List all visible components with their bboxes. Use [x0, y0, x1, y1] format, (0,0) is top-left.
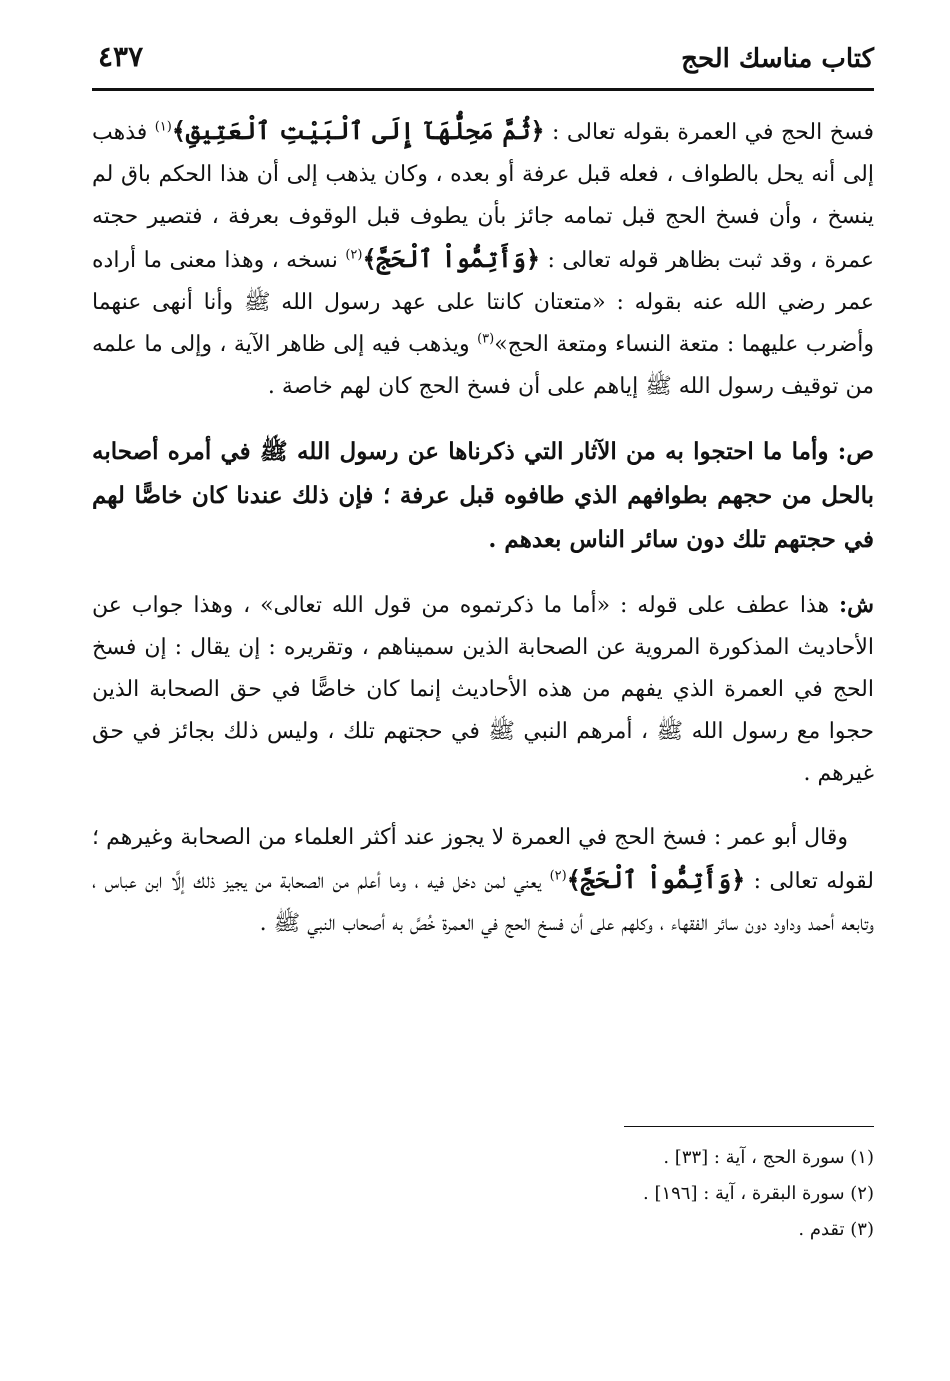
paragraph-1-text-a: فسخ الحج في العمرة بقوله تعالى : [544, 120, 874, 145]
footnote-ref: (٢) [549, 868, 567, 884]
paragraph-4-text-a: وقال أبو عمر : فسخ الحج في العمرة لا يجوز عند أكثر العلماء من الصحابة وغيرهم ؛ لقوله تعالى : [92, 825, 874, 894]
page-body [92, 110, 874, 945]
footnote-3: (٣) تقدم . [798, 1219, 874, 1240]
paragraph-1-text-c: نسخه ، وهذا معنى ما أراده عمر رضي الله عنه بقوله : «متعتان كانتا على عهد رسول الله ﷺ وأنا أنهى عنهما وأضرب عليهما : متعة النساء ومتعة الحج» [92, 248, 875, 357]
footnote-ref: (١) [154, 119, 172, 135]
sharh-marker: ش: [839, 592, 874, 618]
matn-text: وأما ما احتجوا به من الآثار التي ذكرناها عن رسول الله ﷺ في أمره أصحابه بالحل من حجهم بطوافهم الذي طافوه قبل عرفة ؛ فإن ذلك عندنا كان خاصًّا لهم في حجتهم تلك دون سائر الناس بعدهم . [92, 438, 874, 553]
running-head [92, 36, 874, 86]
book-page [92, 36, 875, 1240]
paragraph-1-text-b: فذهب إلى أنه يحل بالطواف ، فعله قبل عرفة أو بعده ، وكان يذهب إلى أن هذا الحكم باق لم ينسخ ، وأن فسخ الحج قبل تمامه جائز بأن يطوف قبل الوقوف بعرفة ، فتصير حجته عمرة ، وقد ثبت بظاهر قوله تعالى : [92, 120, 875, 273]
quran-verse: ﴿وَأَتِمُّواْ ٱلْحَجَّ﴾ [566, 865, 746, 894]
footnote-2: (٢) سورة البقرة ، آية : [١٩٦] . [643, 1183, 874, 1204]
quran-verse: ﴿ثُمَّ مَحِلُّهَآ إِلَى ٱلْبَيْتِ ٱلْعَتِيقِ﴾ [171, 116, 545, 145]
footnote-separator [624, 1126, 874, 1127]
footnote-1: (١) سورة الحج ، آية : [٣٣] . [663, 1147, 874, 1168]
paragraph-1 [92, 110, 874, 408]
paragraph-sharh [92, 584, 874, 795]
paragraph-1-text-d: ويذهب فيه إلى ظاهر الآية ، وإلى ما علمه من توقيف رسول الله ﷺ إياهم على أن فسخ الحج كان لهم خاصة . [92, 332, 874, 399]
paragraph-4-text-b: يعني لمن دخل فيه ، وما أعلم من الصحابة من يجيز ذلك إلَّا ابن عباس ، وتابعه أحمد وداود دون سائر الفقهاء ، وكلهم على أن فسخ الحج في العمرة خُصَّ به أصحاب النبي ﷺ . [92, 869, 874, 936]
quran-verse: ﴿وَأَتِمُّواْ ٱلْحَجَّ﴾ [362, 244, 541, 273]
footnote-ref: (٣) [477, 331, 495, 347]
header-rule [92, 88, 874, 91]
book-title: كتاب مناسك الحج [681, 44, 874, 74]
sharh-text: هذا عطف على قوله : «أما ما ذكرتموه من قول الله تعالى» ، وهذا جواب عن الأحاديث المذكورة المروية عن الصحابة الذين سميناهم ، وتقريره : إن يقال : إن فسخ الحج في العمرة الذي يفهم من هذه الأحاديث إنما كان خاصًّا في حق الصحابة الذين حجوا مع رسول الله ﷺ ، أمرهم النبي ﷺ في حجتهم تلك ، وليس ذلك بجائز في حق غيرهم . [92, 593, 874, 786]
paragraph-4 [92, 817, 874, 945]
page-number: ٤٣٧ [98, 40, 144, 73]
footnotes [92, 1140, 874, 1248]
matn-marker: ص: [837, 438, 874, 465]
footnote-ref: (٢) [345, 247, 363, 263]
paragraph-matn [92, 430, 874, 562]
